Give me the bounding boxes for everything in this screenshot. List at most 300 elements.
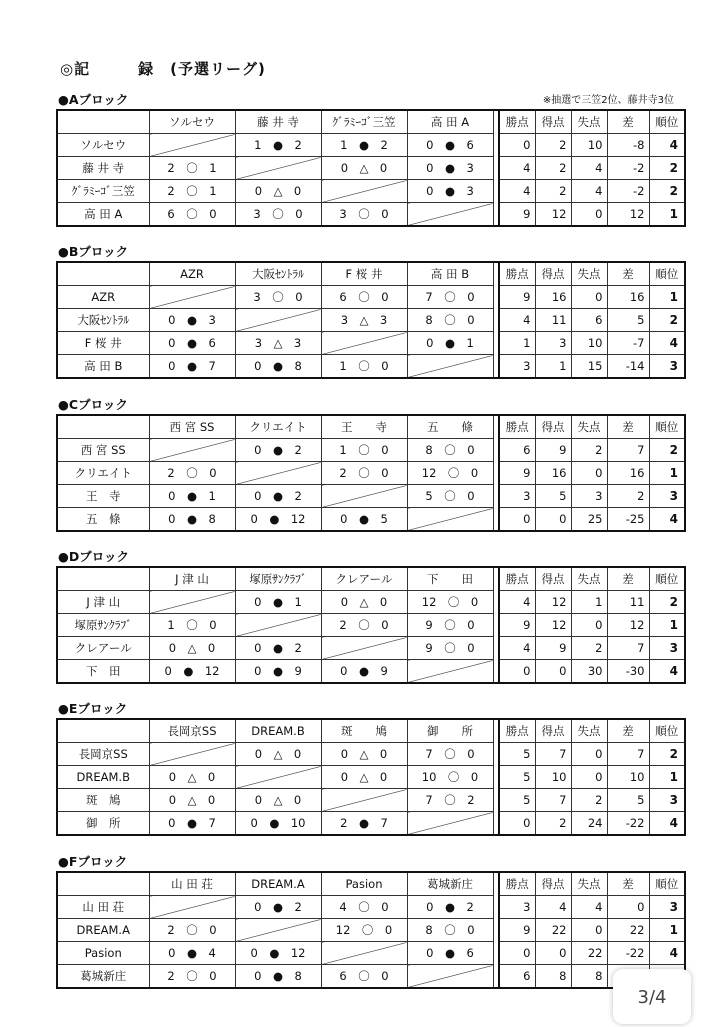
match-result-cell: 12 〇 0 bbox=[407, 462, 493, 485]
rank-cell: 2 bbox=[649, 180, 685, 203]
match-result-cell: 0 △ 0 bbox=[235, 789, 321, 812]
goals-against-cell: 10 bbox=[571, 134, 607, 157]
goals-for-cell: 1 bbox=[535, 355, 571, 379]
self-match-cell bbox=[149, 591, 235, 614]
table-row bbox=[57, 965, 685, 989]
self-match-cell bbox=[235, 919, 321, 942]
table-row bbox=[57, 660, 685, 684]
goals-for-cell: 0 bbox=[535, 508, 571, 532]
column-header-stat: 順位 bbox=[649, 262, 685, 286]
goals-against-cell: 0 bbox=[571, 919, 607, 942]
points-cell: 4 bbox=[499, 637, 535, 660]
self-match-cell bbox=[407, 812, 493, 836]
goals-against-cell: 4 bbox=[571, 896, 607, 919]
column-header-team: クレアール bbox=[321, 567, 407, 591]
table-row bbox=[57, 485, 685, 508]
goals-against-cell: 8 bbox=[571, 965, 607, 989]
rank-cell: 4 bbox=[649, 812, 685, 836]
points-cell: 3 bbox=[499, 355, 535, 379]
self-match-cell bbox=[149, 743, 235, 766]
corner-cell bbox=[57, 567, 149, 591]
match-result-cell: 2 〇 0 bbox=[149, 965, 235, 989]
standings-table bbox=[56, 871, 686, 989]
goal-diff-cell: -2 bbox=[607, 157, 649, 180]
match-result-cell: 1 〇 0 bbox=[321, 439, 407, 462]
self-match-cell bbox=[321, 180, 407, 203]
points-cell: 3 bbox=[499, 896, 535, 919]
row-team-name: AZR bbox=[57, 286, 149, 309]
goal-diff-cell: 5 bbox=[607, 309, 649, 332]
points-cell: 0 bbox=[499, 660, 535, 684]
row-team-name: クリエイト bbox=[57, 462, 149, 485]
column-header-team: 葛城新庄 bbox=[407, 872, 493, 896]
page-title: ◎記 録 (予選リーグ) bbox=[60, 60, 266, 78]
self-match-cell bbox=[407, 508, 493, 532]
table-header-row bbox=[57, 567, 685, 591]
standings-table bbox=[56, 414, 686, 532]
column-header-team: ｸﾞﾗﾐｰｺﾞ三笠 bbox=[321, 110, 407, 134]
points-cell: 0 bbox=[499, 942, 535, 965]
goals-against-cell: 10 bbox=[571, 332, 607, 355]
rank-cell: 1 bbox=[649, 614, 685, 637]
column-header-stat: 失点 bbox=[571, 872, 607, 896]
match-result-cell: 0 ● 12 bbox=[235, 942, 321, 965]
match-result-cell: 0 ● 6 bbox=[407, 134, 493, 157]
column-header-stat: 勝点 bbox=[499, 262, 535, 286]
corner-cell bbox=[57, 262, 149, 286]
column-header-team: クリエイト bbox=[235, 415, 321, 439]
match-result-cell: 6 〇 0 bbox=[321, 965, 407, 989]
self-match-cell bbox=[149, 439, 235, 462]
goal-diff-cell: -22 bbox=[607, 812, 649, 836]
match-result-cell: 2 〇 0 bbox=[321, 462, 407, 485]
goals-for-cell: 8 bbox=[535, 965, 571, 989]
goals-against-cell: 0 bbox=[571, 462, 607, 485]
self-match-cell bbox=[321, 789, 407, 812]
match-result-cell: 1 ● 2 bbox=[235, 134, 321, 157]
goal-diff-cell: 10 bbox=[607, 766, 649, 789]
match-result-cell: 8 〇 0 bbox=[407, 439, 493, 462]
self-match-cell bbox=[235, 157, 321, 180]
match-result-cell: 0 ● 8 bbox=[235, 355, 321, 379]
match-result-cell: 0 ● 1 bbox=[235, 591, 321, 614]
points-cell: 9 bbox=[499, 614, 535, 637]
match-result-cell: 8 〇 0 bbox=[407, 919, 493, 942]
table-header-row bbox=[57, 872, 685, 896]
match-result-cell: 0 ● 2 bbox=[235, 637, 321, 660]
self-match-cell bbox=[407, 355, 493, 379]
table-row bbox=[57, 614, 685, 637]
match-result-cell: 0 ● 2 bbox=[235, 439, 321, 462]
match-result-cell: 0 ● 9 bbox=[321, 660, 407, 684]
corner-cell bbox=[57, 719, 149, 743]
column-header-team: 藤 井 寺 bbox=[235, 110, 321, 134]
match-result-cell: 0 ● 4 bbox=[149, 942, 235, 965]
match-result-cell: 3 △ 3 bbox=[235, 332, 321, 355]
match-result-cell: 0 ● 10 bbox=[235, 812, 321, 836]
corner-cell bbox=[57, 872, 149, 896]
self-match-cell bbox=[149, 134, 235, 157]
goals-against-cell: 24 bbox=[571, 812, 607, 836]
table-row bbox=[57, 812, 685, 836]
column-header-stat: 得点 bbox=[535, 872, 571, 896]
column-header-stat: 勝点 bbox=[499, 415, 535, 439]
rank-cell: 4 bbox=[649, 508, 685, 532]
table-header-row bbox=[57, 719, 685, 743]
table-row bbox=[57, 134, 685, 157]
rank-cell: 1 bbox=[649, 919, 685, 942]
points-cell: 9 bbox=[499, 919, 535, 942]
match-result-cell: 3 〇 0 bbox=[321, 203, 407, 227]
points-cell: 4 bbox=[499, 157, 535, 180]
match-result-cell: 0 ● 6 bbox=[149, 332, 235, 355]
goals-for-cell: 16 bbox=[535, 462, 571, 485]
match-result-cell: 5 〇 0 bbox=[407, 485, 493, 508]
row-team-name: DREAM.B bbox=[57, 766, 149, 789]
self-match-cell bbox=[321, 485, 407, 508]
goal-diff-cell: 2 bbox=[607, 485, 649, 508]
column-header-team: 山 田 荘 bbox=[149, 872, 235, 896]
column-header-stat: 失点 bbox=[571, 567, 607, 591]
match-result-cell: 0 △ 0 bbox=[149, 789, 235, 812]
row-team-name: 西 宮 SS bbox=[57, 439, 149, 462]
goal-diff-cell: -30 bbox=[607, 660, 649, 684]
table-row bbox=[57, 919, 685, 942]
points-cell: 1 bbox=[499, 332, 535, 355]
match-result-cell: 6 〇 0 bbox=[321, 286, 407, 309]
row-team-name: F 桜 井 bbox=[57, 332, 149, 355]
match-result-cell: 0 ● 9 bbox=[235, 660, 321, 684]
points-cell: 0 bbox=[499, 134, 535, 157]
self-match-cell bbox=[235, 766, 321, 789]
table-row bbox=[57, 896, 685, 919]
points-cell: 4 bbox=[499, 309, 535, 332]
goals-against-cell: 0 bbox=[571, 203, 607, 227]
match-result-cell: 1 〇 0 bbox=[321, 355, 407, 379]
column-header-stat: 順位 bbox=[649, 872, 685, 896]
goals-for-cell: 9 bbox=[535, 637, 571, 660]
self-match-cell bbox=[321, 332, 407, 355]
table-row bbox=[57, 508, 685, 532]
column-header-stat: 得点 bbox=[535, 415, 571, 439]
rank-cell: 3 bbox=[649, 355, 685, 379]
goals-for-cell: 0 bbox=[535, 942, 571, 965]
match-result-cell: 6 〇 0 bbox=[149, 203, 235, 227]
goal-diff-cell: 7 bbox=[607, 439, 649, 462]
row-team-name: 藤 井 寺 bbox=[57, 157, 149, 180]
rank-cell: 4 bbox=[649, 332, 685, 355]
match-result-cell: 12 〇 0 bbox=[321, 919, 407, 942]
goals-for-cell: 3 bbox=[535, 332, 571, 355]
column-header-team: 五 條 bbox=[407, 415, 493, 439]
column-header-stat: 勝点 bbox=[499, 567, 535, 591]
rank-cell: 4 bbox=[649, 134, 685, 157]
goal-diff-cell: -14 bbox=[607, 355, 649, 379]
row-team-name: 塚原ｻﾝｸﾗﾌﾞ bbox=[57, 614, 149, 637]
column-header-stat: 失点 bbox=[571, 415, 607, 439]
match-result-cell: 2 〇 0 bbox=[321, 614, 407, 637]
match-result-cell: 0 ● 1 bbox=[407, 332, 493, 355]
match-result-cell: 0 △ 0 bbox=[235, 743, 321, 766]
points-cell: 9 bbox=[499, 462, 535, 485]
match-result-cell: 0 ● 2 bbox=[235, 896, 321, 919]
column-header-team: Pasion bbox=[321, 872, 407, 896]
match-result-cell: 2 〇 0 bbox=[149, 462, 235, 485]
goals-against-cell: 0 bbox=[571, 614, 607, 637]
column-header-stat: 差 bbox=[607, 719, 649, 743]
column-header-stat: 勝点 bbox=[499, 110, 535, 134]
column-header-stat: 差 bbox=[607, 110, 649, 134]
self-match-cell bbox=[407, 660, 493, 684]
rank-cell: 3 bbox=[649, 789, 685, 812]
self-match-cell bbox=[149, 286, 235, 309]
match-result-cell: 0 △ 0 bbox=[235, 180, 321, 203]
row-team-name: 葛城新庄 bbox=[57, 965, 149, 989]
points-cell: 0 bbox=[499, 508, 535, 532]
goals-for-cell: 10 bbox=[535, 766, 571, 789]
goals-against-cell: 30 bbox=[571, 660, 607, 684]
points-cell: 4 bbox=[499, 591, 535, 614]
row-team-name: ソルセウ bbox=[57, 134, 149, 157]
column-header-stat: 失点 bbox=[571, 110, 607, 134]
column-header-team: 長岡京SS bbox=[149, 719, 235, 743]
column-header-team: 下 田 bbox=[407, 567, 493, 591]
goal-diff-cell: -7 bbox=[607, 332, 649, 355]
column-header-stat: 順位 bbox=[649, 415, 685, 439]
table-row bbox=[57, 203, 685, 227]
column-header-stat: 順位 bbox=[649, 719, 685, 743]
column-header-team: DREAM.A bbox=[235, 872, 321, 896]
table-row bbox=[57, 462, 685, 485]
match-result-cell: 3 〇 0 bbox=[235, 286, 321, 309]
column-header-stat: 失点 bbox=[571, 262, 607, 286]
goal-diff-cell: 22 bbox=[607, 919, 649, 942]
match-result-cell: 7 〇 0 bbox=[407, 286, 493, 309]
row-team-name: 大阪ｾﾝﾄﾗﾙ bbox=[57, 309, 149, 332]
column-header-team: J 津 山 bbox=[149, 567, 235, 591]
match-result-cell: 0 ● 2 bbox=[407, 896, 493, 919]
rank-cell: 1 bbox=[649, 203, 685, 227]
goals-against-cell: 6 bbox=[571, 309, 607, 332]
match-result-cell: 0 ● 3 bbox=[407, 180, 493, 203]
goals-against-cell: 25 bbox=[571, 508, 607, 532]
column-header-team: ソルセウ bbox=[149, 110, 235, 134]
table-row bbox=[57, 637, 685, 660]
row-team-name: 下 田 bbox=[57, 660, 149, 684]
table-row bbox=[57, 332, 685, 355]
block-title: ●Fブロック bbox=[58, 854, 128, 869]
match-result-cell: 0 △ 0 bbox=[149, 637, 235, 660]
match-result-cell: 0 ● 1 bbox=[149, 485, 235, 508]
goals-for-cell: 9 bbox=[535, 439, 571, 462]
column-header-team: 王 寺 bbox=[321, 415, 407, 439]
goal-diff-cell: 7 bbox=[607, 637, 649, 660]
goal-diff-cell: 7 bbox=[607, 743, 649, 766]
row-team-name: 山 田 荘 bbox=[57, 896, 149, 919]
points-cell: 9 bbox=[499, 286, 535, 309]
rank-cell: 1 bbox=[649, 462, 685, 485]
row-team-name: クレアール bbox=[57, 637, 149, 660]
column-header-stat: 差 bbox=[607, 567, 649, 591]
standings-table bbox=[56, 566, 686, 684]
goals-against-cell: 1 bbox=[571, 591, 607, 614]
match-result-cell: 7 〇 0 bbox=[407, 743, 493, 766]
match-result-cell: 0 △ 0 bbox=[149, 766, 235, 789]
column-header-team: 斑 鳩 bbox=[321, 719, 407, 743]
match-result-cell: 0 ● 2 bbox=[235, 485, 321, 508]
goals-against-cell: 4 bbox=[571, 180, 607, 203]
self-match-cell bbox=[235, 614, 321, 637]
rank-cell: 2 bbox=[649, 439, 685, 462]
goal-diff-cell: -25 bbox=[607, 508, 649, 532]
match-result-cell: 9 〇 0 bbox=[407, 614, 493, 637]
column-header-team: 西 宮 SS bbox=[149, 415, 235, 439]
points-cell: 5 bbox=[499, 743, 535, 766]
standings-table bbox=[56, 261, 686, 379]
goals-against-cell: 2 bbox=[571, 789, 607, 812]
self-match-cell bbox=[407, 203, 493, 227]
self-match-cell bbox=[321, 637, 407, 660]
goals-against-cell: 2 bbox=[571, 439, 607, 462]
table-header-row bbox=[57, 110, 685, 134]
column-header-stat: 順位 bbox=[649, 567, 685, 591]
match-result-cell: 0 △ 0 bbox=[321, 591, 407, 614]
goals-for-cell: 12 bbox=[535, 203, 571, 227]
self-match-cell bbox=[235, 462, 321, 485]
goal-diff-cell: 0 bbox=[607, 896, 649, 919]
match-result-cell: 0 △ 0 bbox=[321, 743, 407, 766]
goals-for-cell: 0 bbox=[535, 660, 571, 684]
table-row bbox=[57, 743, 685, 766]
goals-against-cell: 0 bbox=[571, 286, 607, 309]
rank-cell: 3 bbox=[649, 485, 685, 508]
match-result-cell: 2 〇 1 bbox=[149, 157, 235, 180]
row-team-name: 王 寺 bbox=[57, 485, 149, 508]
goals-against-cell: 15 bbox=[571, 355, 607, 379]
goal-diff-cell: 11 bbox=[607, 591, 649, 614]
goals-against-cell: 22 bbox=[571, 942, 607, 965]
goals-against-cell: 0 bbox=[571, 743, 607, 766]
table-row bbox=[57, 789, 685, 812]
goals-for-cell: 22 bbox=[535, 919, 571, 942]
column-header-team: 御 所 bbox=[407, 719, 493, 743]
goal-diff-cell: 12 bbox=[607, 614, 649, 637]
column-header-stat: 勝点 bbox=[499, 872, 535, 896]
self-match-cell bbox=[235, 309, 321, 332]
row-team-name: Pasion bbox=[57, 942, 149, 965]
column-header-team: F 桜 井 bbox=[321, 262, 407, 286]
points-cell: 6 bbox=[499, 965, 535, 989]
column-header-stat: 失点 bbox=[571, 719, 607, 743]
block-title: ●Eブロック bbox=[58, 701, 128, 716]
table-row bbox=[57, 942, 685, 965]
block-title: ●Bブロック bbox=[58, 244, 129, 259]
goals-for-cell: 2 bbox=[535, 180, 571, 203]
self-match-cell bbox=[321, 942, 407, 965]
match-result-cell: 3 △ 3 bbox=[321, 309, 407, 332]
rank-cell: 4 bbox=[649, 660, 685, 684]
match-result-cell: 2 ● 7 bbox=[321, 812, 407, 836]
column-header-stat: 得点 bbox=[535, 567, 571, 591]
match-result-cell: 7 〇 2 bbox=[407, 789, 493, 812]
row-team-name: 御 所 bbox=[57, 812, 149, 836]
points-cell: 6 bbox=[499, 439, 535, 462]
goals-for-cell: 12 bbox=[535, 614, 571, 637]
goals-for-cell: 2 bbox=[535, 157, 571, 180]
goal-diff-cell: 5 bbox=[607, 789, 649, 812]
row-team-name: 斑 鳩 bbox=[57, 789, 149, 812]
column-header-stat: 得点 bbox=[535, 262, 571, 286]
column-header-stat: 順位 bbox=[649, 110, 685, 134]
column-header-team: DREAM.B bbox=[235, 719, 321, 743]
row-team-name: DREAM.A bbox=[57, 919, 149, 942]
goal-diff-cell: -2 bbox=[607, 180, 649, 203]
self-match-cell bbox=[149, 896, 235, 919]
points-cell: 0 bbox=[499, 812, 535, 836]
row-team-name: 長岡京SS bbox=[57, 743, 149, 766]
goal-diff-cell: 16 bbox=[607, 286, 649, 309]
match-result-cell: 12 〇 0 bbox=[407, 591, 493, 614]
rank-cell: 1 bbox=[649, 766, 685, 789]
goals-for-cell: 4 bbox=[535, 896, 571, 919]
points-cell: 5 bbox=[499, 789, 535, 812]
goals-for-cell: 5 bbox=[535, 485, 571, 508]
match-result-cell: 0 △ 0 bbox=[321, 157, 407, 180]
goal-diff-cell: -22 bbox=[607, 942, 649, 965]
match-result-cell: 9 〇 0 bbox=[407, 637, 493, 660]
points-cell: 4 bbox=[499, 180, 535, 203]
standings-table bbox=[56, 109, 686, 227]
match-result-cell: 3 〇 0 bbox=[235, 203, 321, 227]
column-header-team: 大阪ｾﾝﾄﾗﾙ bbox=[235, 262, 321, 286]
standings-table bbox=[56, 718, 686, 836]
match-result-cell: 0 ● 6 bbox=[407, 942, 493, 965]
points-cell: 3 bbox=[499, 485, 535, 508]
page-indicator: 3/4 bbox=[613, 969, 691, 1024]
match-result-cell: 0 ● 8 bbox=[235, 965, 321, 989]
column-header-stat: 得点 bbox=[535, 719, 571, 743]
points-cell: 9 bbox=[499, 203, 535, 227]
match-result-cell: 2 〇 1 bbox=[149, 180, 235, 203]
goal-diff-cell: 12 bbox=[607, 203, 649, 227]
match-result-cell: 0 ● 3 bbox=[149, 309, 235, 332]
table-row bbox=[57, 286, 685, 309]
rank-cell: 1 bbox=[649, 286, 685, 309]
table-row bbox=[57, 309, 685, 332]
corner-cell bbox=[57, 415, 149, 439]
block-title: ●Cブロック bbox=[58, 397, 128, 412]
column-header-team: AZR bbox=[149, 262, 235, 286]
row-team-name: 五 條 bbox=[57, 508, 149, 532]
table-row bbox=[57, 439, 685, 462]
match-result-cell: 0 △ 0 bbox=[321, 766, 407, 789]
corner-cell bbox=[57, 110, 149, 134]
match-result-cell: 1 ● 2 bbox=[321, 134, 407, 157]
match-result-cell: 0 ● 12 bbox=[149, 660, 235, 684]
goals-for-cell: 11 bbox=[535, 309, 571, 332]
match-result-cell: 0 ● 7 bbox=[149, 355, 235, 379]
row-team-name: J 津 山 bbox=[57, 591, 149, 614]
row-team-name: 高 田 A bbox=[57, 203, 149, 227]
column-header-stat: 得点 bbox=[535, 110, 571, 134]
goals-for-cell: 12 bbox=[535, 591, 571, 614]
block-title: ●Aブロック bbox=[58, 92, 129, 107]
table-row bbox=[57, 157, 685, 180]
match-result-cell: 2 〇 0 bbox=[149, 919, 235, 942]
table-row bbox=[57, 591, 685, 614]
match-result-cell: 0 ● 5 bbox=[321, 508, 407, 532]
goals-for-cell: 7 bbox=[535, 789, 571, 812]
